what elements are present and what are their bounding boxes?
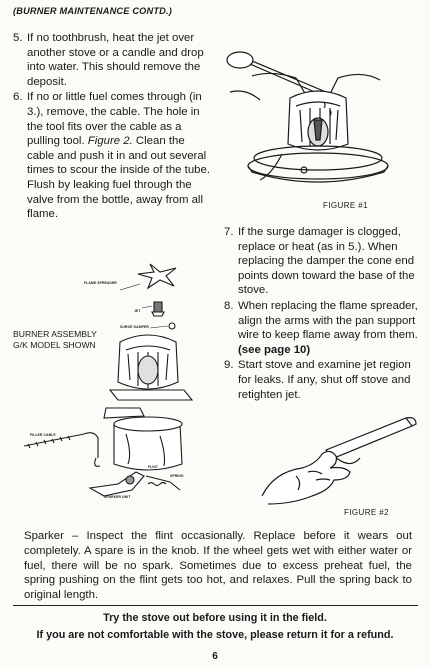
- item-text-run: When replacing the flame spreader, align the arms with the pan support wire to keep flame away from them.: [238, 299, 418, 342]
- divider-rule: [13, 605, 418, 606]
- item-text: [27, 31, 210, 89]
- list-item: [224, 225, 418, 298]
- label-jet: JET: [134, 309, 141, 313]
- sparker-paragraph: Sparker – Inspect the flint occasionally. Replace before it wears out completely. A spare is in the knob. If the wheel gets wet with either water or fuel, there will be no spark. Sometimes due to excess preheat fuel, the spring pushing on the flint gets too hot, and relaxes. Pull the spring back to original length.: [24, 530, 412, 602]
- label-surge-damper: SURGE DAMPER: [120, 325, 149, 329]
- item-number: 7.: [224, 226, 234, 238]
- page-number: 6: [212, 651, 218, 662]
- item-text-run: If no toothbrush, heat the jet over another stove or a candle and drop into water. This should remove the deposit.: [27, 32, 204, 88]
- item-text: [238, 299, 418, 357]
- label-spring: SPRING: [170, 474, 184, 478]
- label-flint: FLINT: [148, 465, 159, 469]
- item-number: 5.: [13, 32, 23, 44]
- item-number: 8.: [224, 299, 234, 312]
- item-text-run: Start stove and examine jet region for leaks. If any, shut off stove and retighten jet.: [238, 359, 411, 401]
- item-text: [238, 358, 418, 402]
- bottom-note-1: Try the stove out before using it in the field.: [103, 612, 327, 624]
- bottom-note-2: If you are not comfortable with the stove, please return it for a refund.: [36, 629, 394, 641]
- item-number: 9.: [224, 359, 234, 372]
- list-item: [224, 358, 418, 402]
- label-filler-cable: FILLER CABLE: [30, 433, 56, 437]
- figure-2-illustration: [256, 410, 424, 506]
- item-text: [238, 225, 418, 298]
- right-instruction-list: [224, 225, 418, 403]
- item-text-run: Figure 2.: [87, 135, 133, 148]
- figure-2-caption: FIGURE #2: [344, 508, 389, 517]
- item-text-run: If the surge damager is clogged, replace or heat (as in 5.). When replacing the damper the cone end points down toward the base of the stove.: [238, 226, 415, 297]
- burner-assembly-illustration: [20, 258, 220, 518]
- label-flame-spreader: FLAME SPREADER: [84, 281, 117, 285]
- item-number: 6.: [13, 91, 23, 104]
- item-text-run: Clean the cable and push it in and out several times to scour the inside of the tube. Flush by leaking fuel through the valve from the bottle, away from all flame.: [27, 135, 210, 221]
- list-item: [13, 90, 210, 221]
- figure-1-illustration: [212, 40, 422, 200]
- list-item: [224, 299, 418, 357]
- left-instruction-list: [13, 31, 210, 223]
- item-text: [27, 90, 210, 221]
- figure-1-caption: FIGURE #1: [323, 201, 368, 210]
- burner-assembly-label: BURNER ASSEMBLY G/K MODEL SHOWN: [13, 329, 97, 350]
- item-text-run: (see page 10): [238, 343, 311, 356]
- section-header: (BURNER MAINTENANCE CONTD.): [13, 6, 173, 16]
- list-item: [13, 31, 210, 89]
- label-sparker-unit: SPARKER UNIT: [104, 495, 131, 499]
- item-text-run: If no or little fuel comes through (in 3.), remove, the cable. The hole in the tool fits over the cable as a pulling tool.: [27, 91, 202, 148]
